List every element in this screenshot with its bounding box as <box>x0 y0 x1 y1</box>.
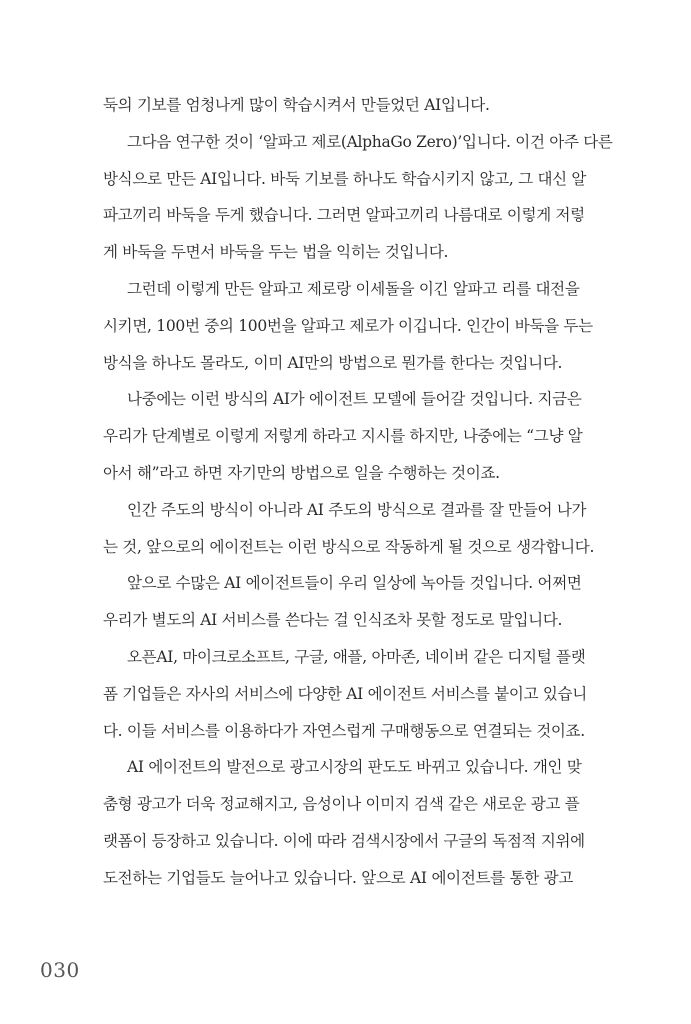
body-text <box>103 91 613 901</box>
text-line: 아서 해”라고 하면 자기만의 방법으로 일을 수행하는 것이죠. <box>103 463 500 482</box>
page-number: 030 <box>40 958 80 982</box>
text-line: 방식으로 만든 AI입니다. 바둑 기보를 하나도 학습시키지 않고, 그 대신 알 <box>103 169 587 188</box>
text-line: 나중에는 이런 방식의 AI가 에이전트 모델에 들어갈 것입니다. 지금은 <box>127 390 582 409</box>
text-line: 우리가 별도의 AI 서비스를 쓴다는 걸 인식조차 못할 정도로 말입니다. <box>103 611 563 630</box>
text-line: 시키면, 100번 중의 100번을 알파고 제로가 이깁니다. 인간이 바둑을 두는 <box>103 316 593 335</box>
text-line: 게 바둑을 두면서 바둑을 두는 법을 익히는 것입니다. <box>103 243 449 262</box>
text-line: 는 것, 앞으로의 에이전트는 이런 방식으로 작동하게 될 것으로 생각합니다. <box>103 537 595 556</box>
text-line: 앞으로 수많은 AI 에이전트들이 우리 일상에 녹아들 것입니다. 어쩌면 <box>127 574 582 593</box>
text-line: 춤형 광고가 더욱 정교해지고, 음성이나 이미지 검색 같은 새로운 광고 플 <box>103 795 580 814</box>
text-line: 우리가 단계별로 이렇게 저렇게 하라고 지시를 하지만, 나중에는 “그냥 알 <box>103 427 583 446</box>
text-line: 폼 기업들은 자사의 서비스에 다양한 AI 에이전트 서비스를 붙이고 있습니 <box>103 684 587 703</box>
text-line: 랫폼이 등장하고 있습니다. 이에 따라 검색시장에서 구글의 독점적 지위에 <box>103 831 585 850</box>
text-line: 파고끼리 바둑을 두게 했습니다. 그러면 알파고끼리 나름대로 이렇게 저렇 <box>103 206 585 225</box>
text-line: 방식을 하나도 몰라도, 이미 AI만의 방법으로 뭔가를 한다는 것입니다. <box>103 353 563 372</box>
text-line: 인간 주도의 방식이 아니라 AI 주도의 방식으로 결과를 잘 만들어 나가 <box>127 500 587 519</box>
text-line: 그다음 연구한 것이 ‘알파고 제로(AlphaGo Zero)’입니다. 이건 아주 다른 <box>127 132 613 151</box>
text-line: 둑의 기보를 엄청나게 많이 학습시켜서 만들었던 AI입니다. <box>103 96 490 114</box>
text-line: 오픈AI, 마이크로소프트, 구글, 애플, 아마존, 네이버 같은 디지털 플랫 <box>127 647 586 666</box>
text-line: 다. 이들 서비스를 이용하다가 자연스럽게 구매행동으로 연결되는 것이죠. <box>103 721 585 740</box>
text-line: AI 에이전트의 발전으로 광고시장의 판도도 바뀌고 있습니다. 개인 맞 <box>127 758 582 777</box>
text-line: 그런데 이렇게 만든 알파고 제로랑 이세돌을 이긴 알파고 리를 대전을 <box>127 279 580 298</box>
text-line: 도전하는 기업들도 늘어나고 있습니다. 앞으로 AI 에이전트를 통한 광고 <box>103 868 573 887</box>
